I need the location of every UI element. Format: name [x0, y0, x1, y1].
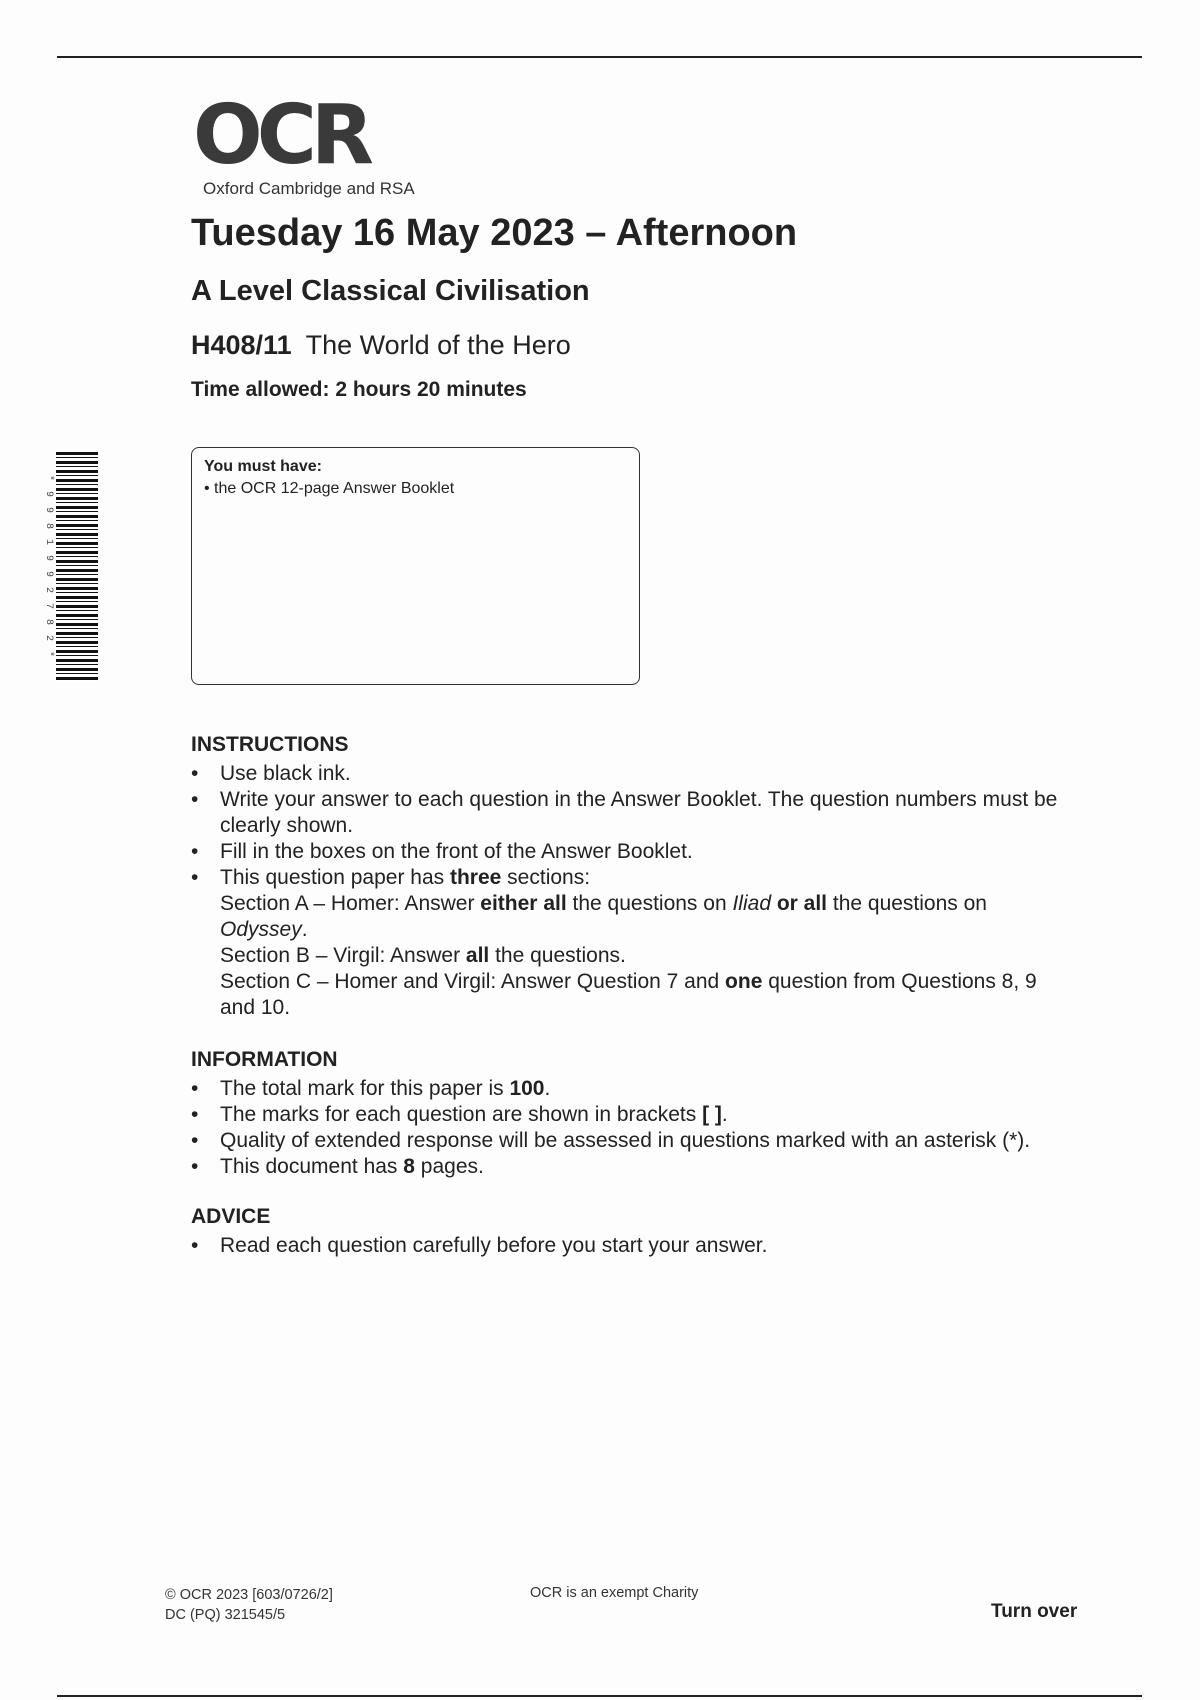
ocr-logo-subtitle: Oxford Cambridge and RSA — [203, 179, 415, 198]
instruction-item: • Use black ink. — [191, 761, 1091, 787]
information-section — [191, 1048, 1091, 1180]
barcode — [44, 452, 98, 682]
advice-item: • Read each question carefully before you start your answer. — [191, 1233, 1091, 1259]
instruction-item: • Fill in the boxes on the front of the Answer Booklet. — [191, 839, 1091, 865]
must-have-title: You must have: — [204, 458, 322, 475]
section-a-line-cont: Odyssey. — [220, 918, 308, 941]
advice-heading: ADVICE — [191, 1205, 271, 1228]
section-c-line: Section C – Homer and Virgil: Answer Question 7 and one question from Questions 8, 9 — [220, 970, 1037, 993]
section-a-line: Section A – Homer: Answer either all the questions on Iliad or all the questions on — [220, 892, 987, 915]
paper-code: H408/11 — [191, 330, 292, 360]
barcode-digits: * 9 9 8 1 9 9 2 7 8 2 * — [43, 474, 54, 660]
paper-title: The World of the Hero — [305, 330, 571, 360]
turn-over-label: Turn over — [991, 1601, 1078, 1622]
information-item: • The total mark for this paper is 100. — [191, 1076, 1091, 1102]
footer-ref: DC (PQ) 321545/5 — [165, 1607, 286, 1623]
information-item: • The marks for each question are shown in brackets [ ]. — [191, 1102, 1091, 1128]
advice-section — [191, 1205, 1091, 1259]
instructions-section — [191, 733, 1091, 1021]
ocr-logo — [193, 88, 415, 199]
bottom-rule — [57, 1695, 1142, 1697]
instructions-heading: INSTRUCTIONS — [191, 733, 349, 756]
footer-copyright: © OCR 2023 [603/0726/2] — [165, 1587, 333, 1603]
exam-date: Tuesday 16 May 2023 – Afternoon — [191, 212, 798, 254]
information-item: • Quality of extended response will be assessed in questions marked with an asterisk (*). — [191, 1128, 1091, 1154]
top-rule — [57, 56, 1142, 58]
information-item: • This document has 8 pages. — [191, 1154, 1091, 1180]
section-c-line-cont: and 10. — [220, 996, 291, 1019]
information-heading: INFORMATION — [191, 1048, 338, 1071]
time-allowed: Time allowed: 2 hours 20 minutes — [191, 378, 527, 401]
instruction-item: • Write your answer to each question in the Answer Booklet. The question numbers must be clearly shown. — [191, 787, 1091, 839]
section-b-line: Section B – Virgil: Answer all the questions. — [220, 944, 626, 967]
footer-charity: OCR is an exempt Charity — [530, 1585, 699, 1601]
instruction-item: • This question paper has three sections: — [191, 865, 1091, 891]
ocr-logo-mark: OCR — [193, 88, 369, 183]
footer-copyright-block — [165, 1585, 333, 1625]
must-have-item: • the OCR 12-page Answer Booklet — [204, 480, 455, 497]
paper-code-line — [191, 330, 571, 361]
barcode-bars — [56, 452, 98, 682]
qualification-title: A Level Classical Civilisation — [191, 275, 590, 307]
must-have-box — [191, 447, 640, 685]
